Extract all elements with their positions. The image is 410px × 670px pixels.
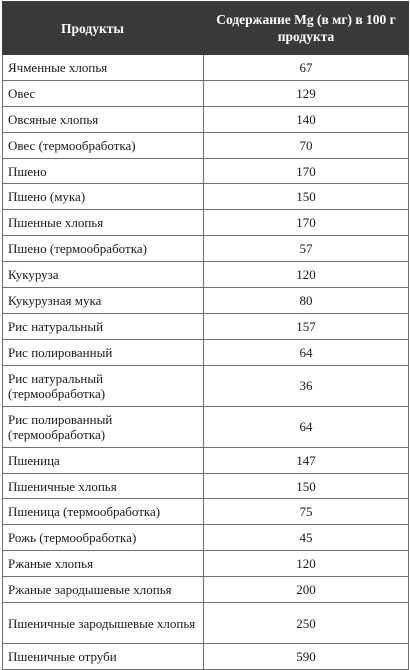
table-row	[3, 577, 409, 603]
table-row	[3, 288, 409, 314]
product-name: Ржаные зародышевые хлопья	[3, 577, 204, 603]
table-row	[3, 525, 409, 551]
mg-value: 250	[204, 603, 409, 644]
product-name: Пшеничные хлопья	[3, 473, 204, 499]
magnesium-content-table	[2, 1, 409, 670]
table-row	[3, 184, 409, 210]
product-name: Ржаные хлопья	[3, 551, 204, 577]
mg-value: 147	[204, 447, 409, 473]
product-name: Пшено (мука)	[3, 184, 204, 210]
product-name: Ячменные хлопья	[3, 55, 204, 81]
mg-value: 157	[204, 313, 409, 339]
product-name: Овес	[3, 80, 204, 106]
product-name: Пшено	[3, 158, 204, 184]
product-name: Пшенные хлопья	[3, 210, 204, 236]
mg-value: 57	[204, 236, 409, 262]
mg-value: 170	[204, 158, 409, 184]
table-row	[3, 603, 409, 644]
product-name: Пшеница (термообработка)	[3, 499, 204, 525]
table-row	[3, 406, 409, 447]
product-name: Пшено (термообработка)	[3, 236, 204, 262]
mg-value: 140	[204, 106, 409, 132]
table-row	[3, 106, 409, 132]
product-name: Кукуруза	[3, 262, 204, 288]
product-name: Пшеничные отруби	[3, 644, 204, 670]
product-name: Рис натуральный (термообработка)	[3, 365, 204, 406]
product-name: Рис натуральный	[3, 313, 204, 339]
table-row	[3, 339, 409, 365]
table-row	[3, 236, 409, 262]
header-mg-content-text: Содержание Mg (в мг) в 100 г продукта	[216, 12, 396, 44]
table-row	[3, 262, 409, 288]
mg-value: 64	[204, 339, 409, 365]
table-row	[3, 132, 409, 158]
mg-value: 75	[204, 499, 409, 525]
mg-value: 80	[204, 288, 409, 314]
mg-value: 590	[204, 644, 409, 670]
table-row	[3, 473, 409, 499]
product-name: Рожь (термообработка)	[3, 525, 204, 551]
table-row	[3, 80, 409, 106]
mg-value: 170	[204, 210, 409, 236]
mg-value: 67	[204, 55, 409, 81]
mg-value: 150	[204, 473, 409, 499]
table-row	[3, 551, 409, 577]
mg-value: 70	[204, 132, 409, 158]
header-mg-content	[204, 2, 409, 55]
mg-value: 129	[204, 80, 409, 106]
mg-value: 64	[204, 406, 409, 447]
mg-value: 120	[204, 551, 409, 577]
table-row	[3, 55, 409, 81]
product-name: Овес (термообработка)	[3, 132, 204, 158]
mg-value: 45	[204, 525, 409, 551]
table-row	[3, 499, 409, 525]
mg-value: 200	[204, 577, 409, 603]
mg-value: 150	[204, 184, 409, 210]
mg-value: 36	[204, 365, 409, 406]
product-name: Пшеница	[3, 447, 204, 473]
header-products: Продукты	[3, 2, 204, 55]
mg-value: 120	[204, 262, 409, 288]
product-name: Пшеничные зародышевые хлопья	[3, 603, 204, 644]
table-row	[3, 158, 409, 184]
product-name: Рис полированный	[3, 339, 204, 365]
table-row	[3, 365, 409, 406]
table-row	[3, 210, 409, 236]
table-header-row	[3, 2, 409, 55]
product-name: Рис полированный (термообработка)	[3, 406, 204, 447]
table-row	[3, 447, 409, 473]
product-name: Овсяные хлопья	[3, 106, 204, 132]
product-name: Кукурузная мука	[3, 288, 204, 314]
table-row	[3, 313, 409, 339]
